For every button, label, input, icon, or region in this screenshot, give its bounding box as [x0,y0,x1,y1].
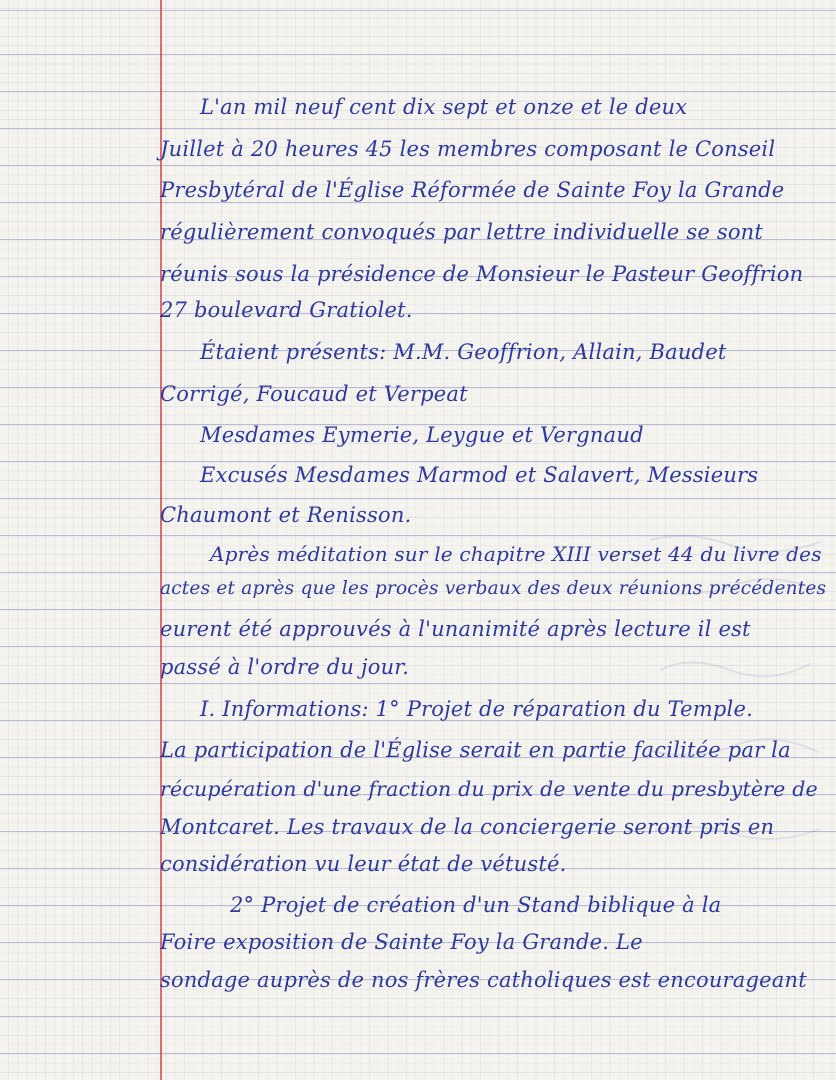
text-line: actes et après que les procès verbaux des deux réunions précédentes [160,578,827,599]
text-line: sondage auprès de nos frères catholiques est encourageant [160,968,807,992]
text-line: L'an mil neuf cent dix sept et onze et le deux [200,95,688,119]
text-line: Mesdames Eymerie, Leygue et Vergnaud [200,423,644,447]
text-line: récupération d'une fraction du prix de vente du presbytère de [160,777,818,801]
text-line: Juillet à 20 heures 45 les membres composant le Conseil [160,137,776,161]
text-line: considération vu leur état de vétusté. [160,852,567,876]
text-line: I. Informations: 1° Projet de réparation du Temple. [200,697,753,721]
text-line: Corrigé, Foucaud et Verpeat [160,382,468,406]
text-line: 2° Projet de création d'un Stand biblique à la [230,893,722,917]
text-line: eurent été approuvés à l'unanimité après lecture il est [160,617,751,641]
text-line: régulièrement convoqués par lettre individuelle se sont [160,220,764,244]
text-line: Montcaret. Les travaux de la conciergerie seront pris en [160,815,775,839]
text-line: réunis sous la présidence de Monsieur le Pasteur Geoffrion [160,262,804,286]
text-line: passé à l'ordre du jour. [160,655,410,679]
text-line: Chaumont et Renisson. [160,503,412,527]
text-line: Presbytéral de l'Église Réformée de Sainte Foy la Grande [160,178,785,202]
text-line: La participation de l'Église serait en partie facilitée par la [160,738,791,762]
text-line: Foire exposition de Sainte Foy la Grande. Le [160,930,643,954]
text-line: 27 boulevard Gratiolet. [160,298,413,322]
text-line: Excusés Mesdames Marmod et Salavert, Messieurs [200,463,759,487]
text-line: Après méditation sur le chapitre XIII verset 44 du livre des [210,542,822,566]
text-line: Étaient présents: M.M. Geoffrion, Allain, Baudet [200,340,727,364]
